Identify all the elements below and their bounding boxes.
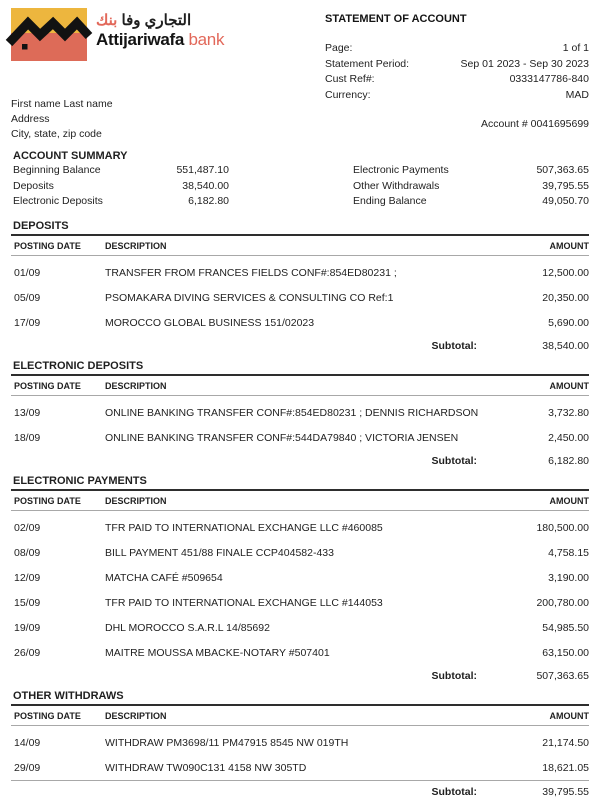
transaction-section	[11, 475, 589, 685]
subtotal-label: Subtotal:	[431, 339, 477, 352]
summary-label: Electronic Payments	[353, 164, 449, 176]
description-cell: WITHDRAW TW090C131 4158 NW 305TD	[105, 761, 307, 774]
summary-line	[353, 163, 589, 179]
summary-line	[13, 194, 229, 210]
column-header-row	[11, 376, 589, 395]
meta-row-currency	[325, 88, 589, 104]
section-title: ELECTRONIC DEPOSITS	[13, 359, 144, 372]
section-title: ELECTRONIC PAYMENTS	[13, 474, 147, 487]
posting-date-cell: 01/09	[14, 266, 41, 279]
description-column-header: DESCRIPTION	[105, 380, 167, 391]
transaction-section	[11, 690, 589, 801]
posting-date-cell: 19/09	[14, 621, 41, 634]
description-cell: MAITRE MOUSSA MBACKE-NOTARY #507401	[105, 646, 330, 659]
description-cell: PSOMAKARA DIVING SERVICES & CONSULTING CO Ref:1	[105, 291, 394, 304]
page-label: Page:	[325, 42, 353, 54]
description-cell: TRANSFER FROM FRANCES FIELDS CONF#:854ED80231 ;	[105, 266, 397, 279]
column-header-row	[11, 706, 589, 725]
subtotal-label: Subtotal:	[431, 669, 477, 682]
table-row	[11, 730, 589, 755]
cust-ref-value: 0333147786-840	[509, 73, 589, 85]
attijariwafa-logo-icon	[11, 8, 87, 61]
summary-value: 6,182.80	[188, 195, 229, 207]
subtotal-amount: 507,363.65	[536, 669, 589, 682]
transaction-section	[11, 220, 589, 355]
cust-ref-label: Cust Ref#:	[325, 73, 375, 85]
amount-column-header: AMOUNT	[549, 380, 589, 391]
section-title: OTHER WITHDRAWS	[13, 689, 124, 702]
amount-cell: 20,350.00	[542, 291, 589, 304]
posting-date-cell: 18/09	[14, 431, 41, 444]
posting-date-cell: 29/09	[14, 761, 41, 774]
description-cell: TFR PAID TO INTERNATIONAL EXCHANGE LLC #144053	[105, 596, 383, 609]
customer-name: First name Last name	[11, 98, 113, 110]
summary-value: 507,363.65	[536, 164, 589, 176]
table-row	[11, 640, 589, 665]
customer-address-block	[11, 97, 113, 142]
table-row	[11, 260, 589, 285]
table-row	[11, 425, 589, 450]
subtotal-amount: 38,540.00	[542, 339, 589, 352]
posting-date-cell: 12/09	[14, 571, 41, 584]
statement-period-label: Statement Period:	[325, 57, 410, 70]
amount-cell: 180,500.00	[536, 521, 589, 534]
customer-address: Address	[11, 113, 50, 125]
description-cell: TFR PAID TO INTERNATIONAL EXCHANGE LLC #460085	[105, 521, 383, 534]
account-summary-title: ACCOUNT SUMMARY	[13, 150, 128, 162]
summary-line	[13, 179, 229, 195]
meta-row-period	[325, 57, 589, 73]
column-header-row	[11, 491, 589, 510]
posting-date-column-header: POSTING DATE	[14, 495, 81, 506]
table-rows	[11, 726, 589, 780]
statement-info	[325, 8, 589, 101]
transaction-section	[11, 360, 589, 470]
amount-cell: 18,621.05	[542, 761, 589, 774]
posting-date-column-header: POSTING DATE	[14, 710, 81, 721]
description-cell: ONLINE BANKING TRANSFER CONF#:544DA79840 ; VICTORIA JENSEN	[105, 431, 459, 444]
subtotal-amount: 39,795.55	[542, 785, 589, 798]
description-cell: WITHDRAW PM3698/11 PM47915 8545 NW 019TH	[105, 736, 349, 749]
description-column-header: DESCRIPTION	[105, 495, 167, 506]
summary-left-column	[13, 163, 229, 210]
amount-cell: 3,732.80	[548, 406, 589, 419]
transaction-sections	[11, 220, 589, 801]
amount-cell: 200,780.00	[536, 596, 589, 609]
table-rows	[11, 511, 589, 665]
table-row	[11, 310, 589, 335]
description-cell: MOROCCO GLOBAL BUSINESS 151/02023	[105, 316, 315, 329]
account-number: Account # 0041695699	[480, 117, 589, 130]
posting-date-cell: 26/09	[14, 646, 41, 659]
column-header-row	[11, 236, 589, 255]
customer-block	[11, 97, 589, 142]
header	[11, 8, 589, 101]
posting-date-cell: 05/09	[14, 291, 41, 304]
amount-cell: 63,150.00	[542, 646, 589, 659]
summary-line	[353, 179, 589, 195]
description-cell: ONLINE BANKING TRANSFER CONF#:854ED80231 ; DENNIS RICHARDSON	[105, 406, 479, 419]
subtotal-row	[11, 335, 589, 355]
posting-date-cell: 14/09	[14, 736, 41, 749]
table-row	[11, 755, 589, 780]
subtotal-row	[11, 450, 589, 470]
amount-cell: 21,174.50	[542, 736, 589, 749]
summary-line	[13, 163, 229, 179]
table-row	[11, 540, 589, 565]
summary-value: 38,540.00	[182, 179, 229, 192]
amount-cell: 3,190.00	[548, 571, 589, 584]
subtotal-row	[11, 781, 589, 801]
posting-date-column-header: POSTING DATE	[14, 380, 81, 391]
account-summary	[11, 150, 589, 210]
amount-cell: 12,500.00	[542, 266, 589, 279]
posting-date-cell: 13/09	[14, 406, 41, 419]
table-rows	[11, 256, 589, 335]
amount-cell: 54,985.50	[542, 621, 589, 634]
currency-value: MAD	[565, 88, 589, 101]
amount-cell: 2,450.00	[548, 431, 589, 444]
description-cell: MATCHA CAFÉ #509654	[105, 571, 223, 584]
summary-right-column	[353, 163, 589, 210]
summary-label: Ending Balance	[353, 195, 427, 207]
description-column-header: DESCRIPTION	[105, 240, 167, 251]
amount-cell: 4,758.15	[548, 546, 589, 559]
posting-date-cell: 15/09	[14, 596, 41, 609]
summary-label: Electronic Deposits	[13, 195, 103, 207]
posting-date-cell: 08/09	[14, 546, 41, 559]
meta-row-page	[325, 41, 589, 57]
customer-city: City, state, zip code	[11, 128, 102, 140]
summary-value: 39,795.55	[542, 179, 589, 192]
brand-block	[11, 8, 224, 92]
subtotal-amount: 6,182.80	[548, 454, 589, 467]
subtotal-label: Subtotal:	[431, 785, 477, 798]
summary-label: Deposits	[13, 179, 54, 192]
meta-row-cust-ref	[325, 72, 589, 88]
amount-column-header: AMOUNT	[549, 710, 589, 721]
currency-label: Currency:	[325, 88, 371, 101]
summary-label: Other Withdrawals	[353, 179, 440, 192]
table-row	[11, 615, 589, 640]
amount-column-header: AMOUNT	[549, 495, 589, 506]
table-row	[11, 565, 589, 590]
subtotal-label: Subtotal:	[431, 454, 477, 467]
table-row	[11, 400, 589, 425]
statement-title: STATEMENT OF ACCOUNT	[325, 13, 467, 25]
summary-label: Beginning Balance	[13, 164, 101, 176]
amount-cell: 5,690.00	[548, 316, 589, 329]
summary-value: 551,487.10	[176, 164, 229, 176]
table-row	[11, 285, 589, 310]
table-row	[11, 515, 589, 540]
table-rows	[11, 396, 589, 450]
posting-date-column-header: POSTING DATE	[14, 240, 81, 251]
table-row	[11, 590, 589, 615]
description-cell: BILL PAYMENT 451/88 FINALE CCP404582-433	[105, 546, 334, 559]
posting-date-cell: 17/09	[14, 316, 41, 329]
summary-value: 49,050.70	[542, 195, 589, 207]
description-cell: DHL MOROCCO S.A.R.L 14/85692	[105, 621, 270, 634]
amount-column-header: AMOUNT	[549, 240, 589, 251]
statement-period-value: Sep 01 2023 - Sep 30 2023	[460, 57, 589, 70]
brand-text	[96, 8, 224, 92]
brand-arabic-name: التجاري وفا بنك	[96, 12, 192, 29]
brand-latin-name: Attijariwafa bank	[96, 30, 225, 49]
description-column-header: DESCRIPTION	[105, 710, 167, 721]
posting-date-cell: 02/09	[14, 521, 41, 534]
summary-line	[353, 194, 589, 210]
section-title: DEPOSITS	[13, 219, 69, 232]
subtotal-row	[11, 665, 589, 685]
page-value: 1 of 1	[562, 42, 589, 54]
